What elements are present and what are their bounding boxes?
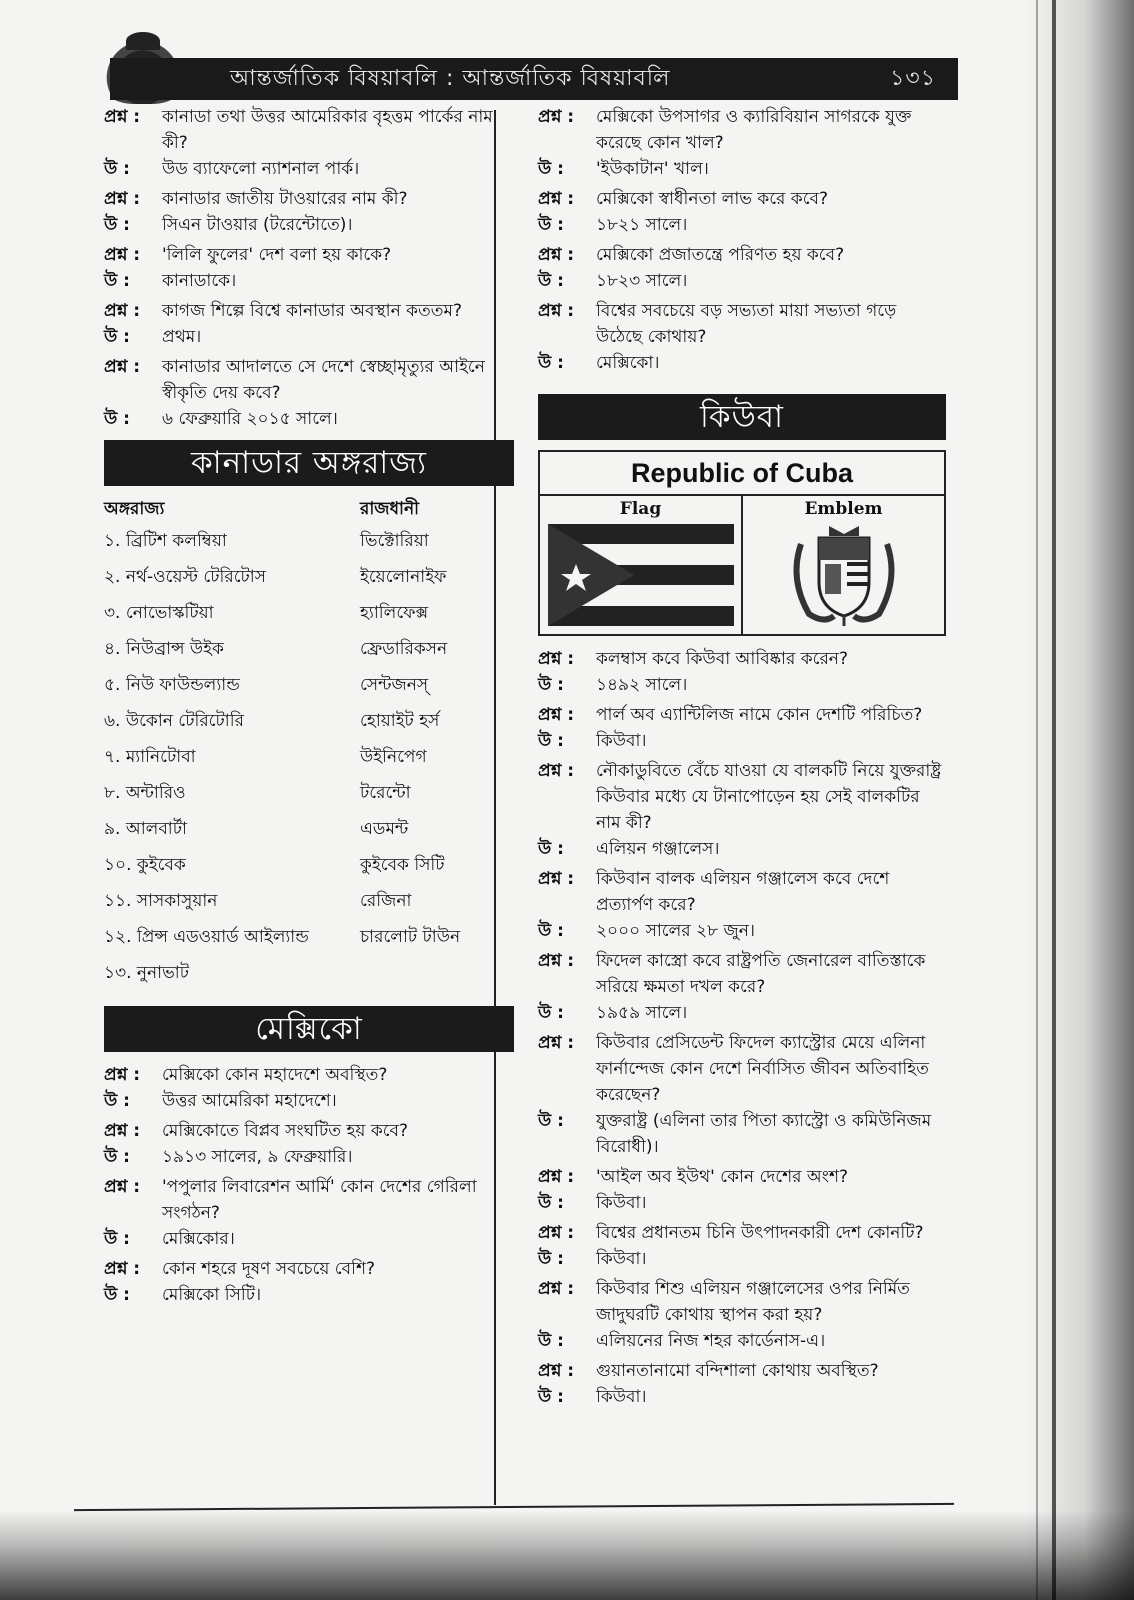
- binding-line-inner: [1036, 0, 1038, 1600]
- province-name: ১২. প্রিন্স এডওয়ার্ড আইল্যান্ড: [104, 927, 309, 947]
- question-text: 'লিলি ফুলের' দেশ বলা হয় কাকে?: [162, 245, 392, 265]
- question-row: [538, 1276, 946, 1328]
- question-prefix: প্রশ্ন :: [538, 649, 575, 669]
- qa-item: [538, 298, 946, 376]
- province-row: [104, 600, 514, 626]
- question-text: কিউবার শিশু এলিয়ন গঞ্জালেসের ওপর নির্মিত জাদুঘরটি কোথায় স্থাপন করা হয়?: [596, 1279, 910, 1325]
- province-name: ৩. নোভোস্কটিয়া: [104, 603, 214, 623]
- province-capital: ফ্রেডারিকসন: [360, 639, 448, 659]
- question-row: [538, 758, 946, 836]
- qa-item: [538, 1220, 946, 1272]
- answer-text: 'ইউকাটান' খাল।: [596, 159, 709, 179]
- answer-prefix: উ :: [538, 1249, 564, 1269]
- answer-row: [538, 836, 946, 862]
- cuba-box-title: Republic of Cuba: [540, 452, 944, 496]
- page-number: ১৩১: [890, 65, 936, 91]
- question-text: কিউবার প্রেসিডেন্ট ফিদেল ক্যাস্ট্রোর মেয়ে এলিনা ফার্নান্দেজ কোন দেশে নির্বাসিত জীবন অতিবাহিত করেছেন?: [596, 1033, 929, 1105]
- answer-prefix: উ :: [538, 731, 564, 751]
- answer-row: [104, 1144, 514, 1170]
- answer-row: [104, 268, 514, 294]
- question-prefix: প্রশ্ন :: [538, 1279, 575, 1299]
- answer-row: [104, 212, 514, 238]
- province-name: ৯. আলবার্টা: [104, 819, 187, 839]
- question-prefix: প্রশ্ন :: [104, 1259, 141, 1279]
- answer-text: এলিয়ন গঞ্জালেস।: [596, 839, 720, 859]
- qa-item: [104, 1118, 514, 1170]
- question-row: [538, 104, 946, 156]
- question-prefix: প্রশ্ন :: [104, 357, 141, 377]
- question-text: 'পপুলার লিবারেশন আর্মি' কোন দেশের গেরিলা সংগঠন?: [162, 1177, 477, 1223]
- province-row: [104, 528, 514, 554]
- province-name: ১০. কুইবেক: [104, 855, 186, 875]
- qa-item: [538, 646, 946, 698]
- section-banner-canada-provinces: কানাডার অঙ্গরাজ্য: [104, 440, 514, 486]
- question-row: [104, 298, 514, 324]
- answer-prefix: উ :: [538, 839, 564, 859]
- answer-text: যুক্তরাষ্ট্র (এলিনা তার পিতা ক্যাস্ট্রো ও কমিউনিজম বিরোধী)।: [596, 1111, 932, 1157]
- province-name: ২. নর্থ-ওয়েস্ট টেরিটোস: [104, 567, 266, 587]
- question-text: কোন শহরে দূষণ সবচেয়ে বেশি?: [162, 1259, 376, 1279]
- question-row: [104, 1256, 514, 1282]
- answer-text: ১৯৫৯ সালে।: [596, 1003, 688, 1023]
- answer-row: [538, 918, 946, 944]
- answer-prefix: উ :: [538, 159, 564, 179]
- question-prefix: প্রশ্ন :: [538, 1033, 575, 1053]
- question-row: [538, 1030, 946, 1108]
- province-row: [104, 672, 514, 698]
- answer-row: [104, 1088, 514, 1114]
- answer-text: ১৮২৩ সালে।: [596, 271, 688, 291]
- province-row: [104, 564, 514, 590]
- question-prefix: প্রশ্ন :: [104, 245, 141, 265]
- province-row: [104, 708, 514, 734]
- province-name: ৫. নিউ ফাউন্ডল্যান্ড: [104, 675, 240, 695]
- answer-prefix: উ :: [104, 1147, 130, 1167]
- qa-item: [538, 1358, 946, 1410]
- question-text: বিশ্বের প্রধানতম চিনি উৎপাদনকারী দেশ কোনটি?: [596, 1223, 924, 1243]
- answer-row: [538, 212, 946, 238]
- question-prefix: প্রশ্ন :: [538, 705, 575, 725]
- province-name: ১১. সাসকাসুয়ান: [104, 891, 218, 911]
- qa-item: [538, 1164, 946, 1216]
- answer-prefix: উ :: [104, 271, 130, 291]
- province-row: [104, 924, 514, 950]
- qa-item: [104, 1174, 514, 1252]
- answer-text: উত্তর আমেরিকা মহাদেশে।: [162, 1091, 337, 1111]
- province-capital: এডমন্ট: [360, 819, 409, 839]
- question-text: 'আইল অব ইউথ' কোন দেশের অংশ?: [596, 1167, 849, 1187]
- running-header-title: আন্তর্জাতিক বিষয়াবলি : আন্তর্জাতিক বিষয়াবলি: [230, 65, 671, 91]
- question-text: পার্ল অব এ্যান্টিলিজ নামে কোন দেশটি পরিচিত?: [596, 705, 923, 725]
- question-text: মেক্সিকো স্বাধীনতা লাভ করে কবে?: [596, 189, 829, 209]
- question-text: মেক্সিকো কোন মহাদেশে অবস্থিত?: [162, 1065, 388, 1085]
- question-row: [104, 1062, 514, 1088]
- question-text: কানাডার জাতীয় টাওয়ারের নাম কী?: [162, 189, 408, 209]
- qa-item: [104, 1062, 514, 1114]
- question-text: কাগজ শিল্পে বিশ্বে কানাডার অবস্থান কততম?: [162, 301, 463, 321]
- answer-prefix: উ :: [104, 409, 130, 429]
- qa-item: [538, 186, 946, 238]
- question-prefix: প্রশ্ন :: [104, 189, 141, 209]
- question-text: মেক্সিকোতে বিপ্লব সংঘটিত হয় কবে?: [162, 1121, 409, 1141]
- answer-text: সিএন টাওয়ার (টরেন্টোতে)।: [162, 215, 353, 235]
- question-row: [538, 866, 946, 918]
- qa-item: [538, 866, 946, 944]
- answer-prefix: উ :: [538, 271, 564, 291]
- answer-text: ৬ ফেব্রুয়ারি ২০১৫ সালে।: [162, 409, 338, 429]
- qa-item: [104, 186, 514, 238]
- provinces-table-header: [104, 496, 514, 522]
- qa-item: [104, 242, 514, 294]
- answer-prefix: উ :: [538, 215, 564, 235]
- answer-text: মেক্সিকোর।: [162, 1229, 235, 1249]
- page-bottom-shadow: [0, 1510, 1134, 1600]
- province-row: [104, 744, 514, 770]
- answer-text: মেক্সিকো।: [596, 353, 660, 373]
- question-row: [538, 1220, 946, 1246]
- answer-prefix: উ :: [538, 353, 564, 373]
- answer-row: [538, 1190, 946, 1216]
- answer-row: [538, 1000, 946, 1026]
- qa-item: [538, 702, 946, 754]
- answer-row: [104, 1226, 514, 1252]
- running-header: [110, 58, 958, 100]
- question-prefix: প্রশ্ন :: [538, 189, 575, 209]
- answer-text: কিউবা।: [596, 1193, 647, 1213]
- province-capital: সেন্টজনস্: [360, 675, 429, 695]
- question-prefix: প্রশ্ন :: [538, 761, 575, 781]
- answer-prefix: উ :: [538, 1331, 564, 1351]
- provinces-header-province: অঙ্গরাজ্য: [104, 499, 165, 519]
- answer-prefix: উ :: [538, 1193, 564, 1213]
- qa-item: [104, 298, 514, 350]
- binding-line: [1052, 0, 1056, 1600]
- answer-prefix: উ :: [104, 327, 130, 347]
- question-row: [104, 1118, 514, 1144]
- question-prefix: প্রশ্ন :: [538, 1223, 575, 1243]
- qa-item: [538, 758, 946, 862]
- qa-item: [538, 948, 946, 1026]
- question-text: কিউবান বালক এলিয়ন গঞ্জালেস কবে দেশে প্রত্যার্পণ করে?: [596, 869, 890, 915]
- question-prefix: প্রশ্ন :: [538, 301, 575, 321]
- question-text: ফিদেল কাস্ত্রো কবে রাষ্ট্রপতি জেনারেল বাতিস্তাকে সরিয়ে ক্ষমতা দখল করে?: [596, 951, 926, 997]
- province-name: ৬. উকোন টেরিটোরি: [104, 711, 244, 731]
- question-row: [538, 948, 946, 1000]
- question-prefix: প্রশ্ন :: [538, 1167, 575, 1187]
- answer-row: [538, 268, 946, 294]
- qa-item: [538, 1030, 946, 1160]
- question-row: [538, 702, 946, 728]
- qa-item: [538, 242, 946, 294]
- province-capital: রেজিনা: [360, 891, 412, 911]
- question-text: বিশ্বের সবচেয়ে বড় সভ্যতা মায়া সভ্যতা গড়ে উঠেছে কোথায়?: [596, 301, 897, 347]
- question-text: গুয়ানতানামো বন্দিশালা কোথায় অবস্থিত?: [596, 1361, 879, 1381]
- question-prefix: প্রশ্ন :: [104, 1065, 141, 1085]
- question-prefix: প্রশ্ন :: [538, 1361, 575, 1381]
- question-text: মেক্সিকো উপসাগর ও ক্যারিবিয়ান সাগরকে যুক্ত করেছে কোন খাল?: [596, 107, 912, 153]
- flag-caption: Flag: [619, 499, 662, 519]
- answer-row: [538, 1328, 946, 1354]
- answer-row: [104, 324, 514, 350]
- answer-row: [538, 350, 946, 376]
- answer-prefix: উ :: [538, 921, 564, 941]
- question-row: [104, 104, 514, 156]
- province-capital: কুইবেক সিটি: [360, 855, 445, 875]
- cuba-flag-icon: [548, 524, 734, 626]
- left-column: [104, 104, 514, 1312]
- answer-row: [538, 156, 946, 182]
- section-banner-cuba: কিউবা: [538, 394, 946, 440]
- qa-item: [104, 354, 514, 432]
- answer-prefix: উ :: [538, 1111, 564, 1131]
- question-text: কলম্বাস কবে কিউবা আবিষ্কার করেন?: [596, 649, 848, 669]
- question-text: নৌকাডুবিতে বেঁচে যাওয়া যে বালকটি নিয়ে যুক্তরাষ্ট্র কিউবার মধ্যে যে টানাপোড়েন হয় সেই বালকটির নাম কী?: [596, 761, 942, 833]
- right-column: [538, 104, 946, 1414]
- answer-prefix: উ :: [538, 675, 564, 695]
- qa-list-mexico: [104, 1062, 514, 1308]
- question-prefix: প্রশ্ন :: [538, 245, 575, 265]
- answer-text: মেক্সিকো সিটি।: [162, 1285, 262, 1305]
- answer-text: ১৪৯২ সালে।: [596, 675, 688, 695]
- province-name: ৪. নিউব্রান্স উইক: [104, 639, 224, 659]
- province-name: ১. ব্রিটিশ কলম্বিয়া: [104, 531, 227, 551]
- question-row: [538, 298, 946, 350]
- question-row: [104, 354, 514, 406]
- question-text: কানাডার আদালতে সে দেশে স্বেচ্ছামৃত্যুর আইনে স্বীকৃতি দেয় কবে?: [162, 357, 485, 403]
- answer-prefix: উ :: [538, 1387, 564, 1407]
- province-row: [104, 636, 514, 662]
- answer-text: কানাডাকে।: [162, 271, 237, 291]
- question-row: [104, 1174, 514, 1226]
- province-capital: ভিক্টোরিয়া: [360, 531, 429, 551]
- province-row: [104, 852, 514, 878]
- qa-list-cuba: [538, 646, 946, 1410]
- answer-row: [104, 1282, 514, 1308]
- province-capital: হোয়াইট হর্স: [360, 711, 440, 731]
- province-row: [104, 780, 514, 806]
- question-prefix: প্রশ্ন :: [538, 951, 575, 971]
- question-row: [538, 1358, 946, 1384]
- question-prefix: প্রশ্ন :: [104, 107, 141, 127]
- answer-row: [104, 156, 514, 182]
- cuba-emblem-cell: [741, 496, 944, 634]
- province-name: ৮. অন্টারিও: [104, 783, 186, 803]
- qa-list-mexico-continued: [538, 104, 946, 376]
- answer-text: কিউবা।: [596, 1249, 647, 1269]
- question-text: মেক্সিকো প্রজাতন্ত্রে পরিণত হয় কবে?: [596, 245, 845, 265]
- answer-row: [538, 1108, 946, 1160]
- province-capital: চারলোট টাউন: [360, 927, 461, 947]
- provinces-table: [104, 528, 514, 986]
- answer-prefix: উ :: [104, 1229, 130, 1249]
- question-prefix: প্রশ্ন :: [538, 869, 575, 889]
- province-capital: হ্যালিফেক্স: [360, 603, 429, 623]
- question-row: [538, 242, 946, 268]
- answer-text: ১৯১৩ সালের, ৯ ফেব্রুয়ারি।: [162, 1147, 353, 1167]
- answer-prefix: উ :: [104, 159, 130, 179]
- answer-row: [538, 1384, 946, 1410]
- answer-row: [104, 406, 514, 432]
- cuba-info-box: [538, 450, 946, 636]
- page-edge-shadow: [1024, 0, 1134, 1600]
- answer-prefix: উ :: [104, 1091, 130, 1111]
- province-capital: উইনিপেগ: [360, 747, 427, 767]
- question-row: [104, 186, 514, 212]
- province-name: ১৩. নুনাভাট: [104, 963, 189, 983]
- question-row: [538, 646, 946, 672]
- qa-item: [538, 1276, 946, 1354]
- province-row: [104, 816, 514, 842]
- question-text: কানাডা তথা উত্তর আমেরিকার বৃহত্তম পার্কের নাম কী?: [162, 107, 493, 153]
- answer-text: ২০০০ সালের ২৮ জুন।: [596, 921, 755, 941]
- question-row: [538, 1164, 946, 1190]
- question-row: [538, 186, 946, 212]
- province-capital: টরেন্টো: [360, 783, 411, 803]
- province-capital: [360, 960, 514, 986]
- qa-item: [104, 104, 514, 182]
- answer-row: [538, 728, 946, 754]
- answer-prefix: উ :: [104, 1285, 130, 1305]
- answer-text: ১৮২১ সালে।: [596, 215, 688, 235]
- answer-text: উড ব্যাফেলো ন্যাশনাল পার্ক।: [162, 159, 360, 179]
- answer-text: কিউবা।: [596, 731, 647, 751]
- section-banner-mexico: মেক্সিকো: [104, 1006, 514, 1052]
- question-row: [104, 242, 514, 268]
- answer-prefix: উ :: [104, 215, 130, 235]
- qa-item: [538, 104, 946, 182]
- province-capital: ইয়েলোনাইফ: [360, 567, 447, 587]
- qa-list-canada: [104, 104, 514, 432]
- answer-text: প্রথম।: [162, 327, 202, 347]
- provinces-header-capital: রাজধানী: [360, 499, 419, 519]
- answer-text: এলিয়নের নিজ শহর কার্ডেনাস-এ।: [596, 1331, 826, 1351]
- question-prefix: প্রশ্ন :: [104, 1121, 141, 1141]
- province-row: [104, 888, 514, 914]
- answer-row: [538, 1246, 946, 1272]
- question-prefix: প্রশ্ন :: [538, 107, 575, 127]
- cuba-flag-cell: [540, 496, 741, 634]
- answer-row: [538, 672, 946, 698]
- province-name: ৭. ম্যানিটোবা: [104, 747, 196, 767]
- question-prefix: প্রশ্ন :: [104, 301, 141, 321]
- qa-item: [104, 1256, 514, 1308]
- question-prefix: প্রশ্ন :: [104, 1177, 141, 1197]
- cuba-emblem-icon: [779, 524, 909, 628]
- answer-text: কিউবা।: [596, 1387, 647, 1407]
- emblem-caption: Emblem: [804, 499, 883, 519]
- answer-prefix: উ :: [538, 1003, 564, 1023]
- province-row: [104, 960, 514, 986]
